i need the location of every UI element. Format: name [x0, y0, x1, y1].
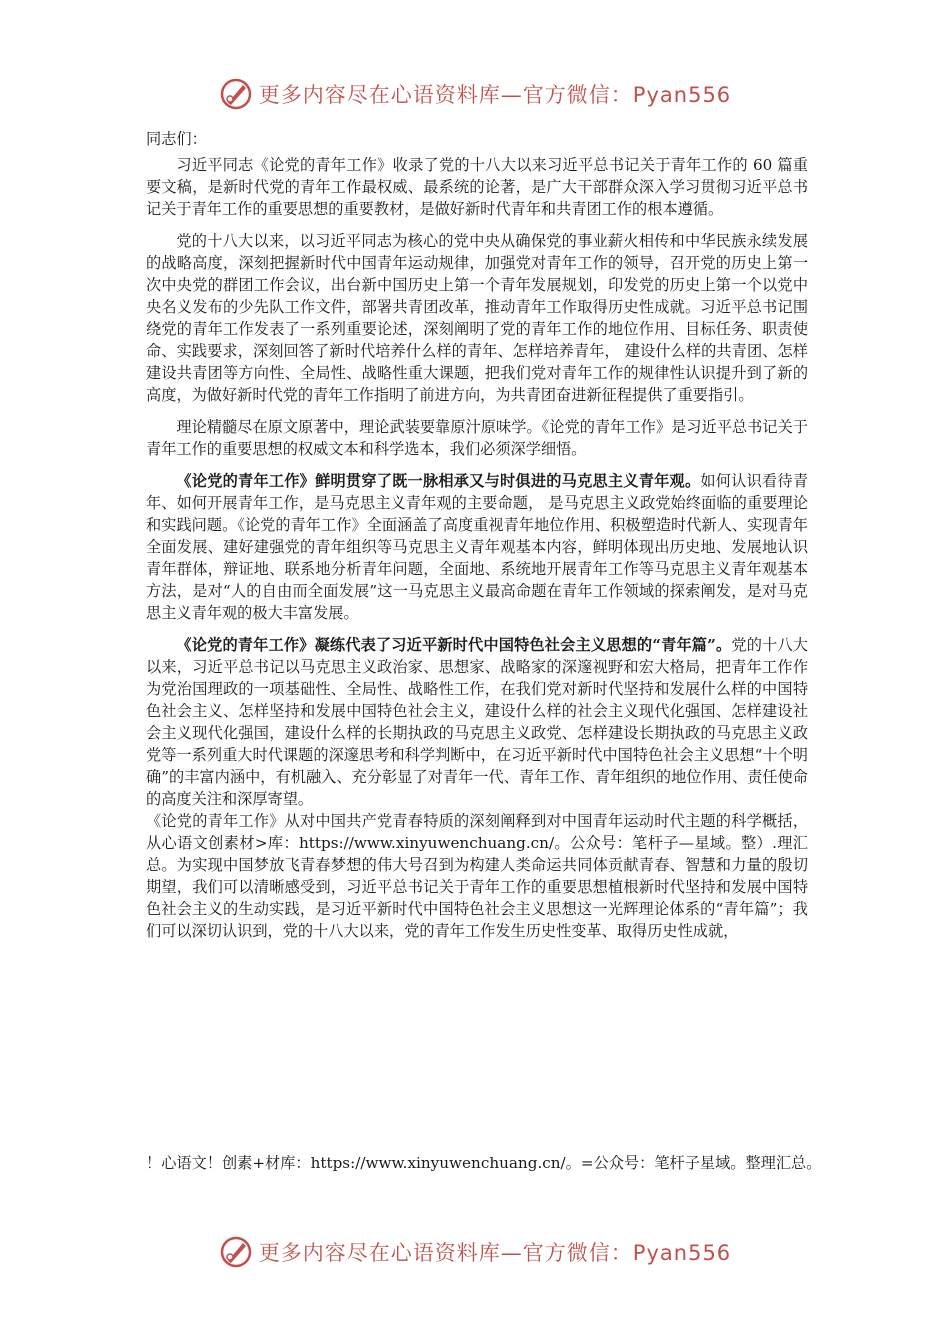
banner-text: 更多内容尽在心语资料库—官方微信：Pyan556: [258, 1241, 732, 1265]
paragraph-4-heading: 《论党的青年工作》鲜明贯穿了既一脉相承又与时俱进的马克思主义青年观。: [176, 472, 701, 490]
paragraph-5: 《论党的青年工作》凝练代表了习近平新时代中国特色社会主义思想的“青年篇”。党的十八大以来，习近平总书记以马克思主义政治家、思想家、战略家的深邃视野和宏大格局，把青年工作作为党治国理政的一项基础性、全局性、战略性工作，在我们党对新时代坚持和发展什么样的中国特色社会主义、怎样坚持和发展中国特色社会主义，建设什么样的社会主义现代化强国、怎样建设社会主义现代化强国，建设什么样的长期执政的马克思主义政党、怎样建设长期执政的马克思主义政党等一系列重大时代课题的深邃思考和科学判断中，在习近平新时代中国特色社会主义思想“十个明确”的丰富内涵中，有机融入、充分彰显了对青年一代、青年工作、青年组织的地位作用、责任使命的高度关注和深厚寄望。: [146, 636, 808, 808]
footer-banner: [0, 1232, 950, 1272]
salutation: 同志们：: [146, 130, 207, 148]
paragraph-2: 党的十八大以来，以习近平同志为核心的党中央从确保党的事业薪火相传和中华民族永续发展的战略高度，深刻把握新时代中国青年运动规律，加强党对青年工作的领导，召开党的历史上第一次中央党的群团工作会议，出台新中国历史上第一个青年发展规划，印发党的历史上第一个以党中央名义发布的少先队工作文件，部署共青团改革，推动青年工作取得历史性成就。习近平总书记围绕党的青年工作发表了一系列重要论述，深刻阐明了党的青年工作的地位作用、目标任务、职责使命、实践要求，深刻回答了新时代培养什么样的青年、怎样培养青年， 建设什么样的共青团、怎样建设共青团等方向性、全局性、战略性重大课题，把我们党对青年工作的规律性认识提升到了新的高度，为做好新时代党的青年工作指明了前进方向，为共青团奋进新征程提供了重要指引。: [146, 232, 808, 404]
paragraph-4: 《论党的青年工作》鲜明贯穿了既一脉相承又与时俱进的马克思主义青年观。如何认识看待青年、如何开展青年工作，是马克思主义青年观的主要命题， 是马克思主义政党始终面临的重要理论和实践问题。《论党的青年工作》全面涵盖了高度重视青年地位作用、积极塑造时代新人、实现青年全面发展、建好建强党的青年组织等马克思主义青年观基本内容，鲜明体现出历史地、发展地认识青年群体，辩证地、联系地分析青年问题，全面地、系统地开展青年工作等马克思主义青年观基本方法，是对“人的自由而全面发展”这一马克思主义最高命题在青年工作领域的探索阐发，是对马克思主义青年观的极大丰富发展。: [146, 472, 809, 622]
paragraph-3: 理论精髓尽在原文原著中，理论武装要靠原汁原味学。《论党的青年工作》是习近平总书记关于青年工作的重要思想的权威文本和科学选本，我们必须深学细悟。: [146, 418, 808, 458]
header-banner: [0, 74, 950, 114]
banner-text: 更多内容尽在心语资料库—官方微信：Pyan556: [258, 83, 732, 107]
watermark-line: ！心语文！创素+材库：https://www.xinyuwenchuang.cn/。=公众号：笔杆子星域。整理汇总。: [146, 1154, 822, 1173]
paragraph-6: 《论党的青年工作》从对中国共产党青春特质的深刻阐释到对中国青年运动时代主题的科学概括，从心语文创素材>库：https://www.xinyuwenchuang.cn/。公众号：笔杆子—星域。整）.理汇总。为实现中国梦放飞青春梦想的伟大号召到为构建人类命运共同体贡献青春、智慧和力量的殷切期望，我们可以清晰感受到，习近平总书记关于青年工作的重要思想植根新时代坚持和发展中国特色社会主义的生动实践，是习近平新时代中国特色社会主义思想这一光辉理论体系的“青年篇”；我们可以深切认识到，党的十八大以来，党的青年工作发生历史性变革、取得历史性成就，: [146, 812, 808, 940]
pen-logo-icon: [219, 77, 253, 111]
paragraph-5-heading: 《论党的青年工作》凝练代表了习近平新时代中国特色社会主义思想的“青年篇”。: [176, 636, 732, 654]
document-body: [146, 128, 808, 942]
pen-logo-icon: [219, 1235, 253, 1269]
paragraph-1: 习近平同志《论党的青年工作》收录了党的十八大以来习近平总书记关于青年工作的 60 篇重要文稿，是新时代党的青年工作最权威、最系统的论著，是广大干部群众深入学习贯彻习近平总书记关于青年工作的重要思想的重要教材，是做好新时代青年和共青团工作的根本遵循。: [146, 156, 808, 218]
